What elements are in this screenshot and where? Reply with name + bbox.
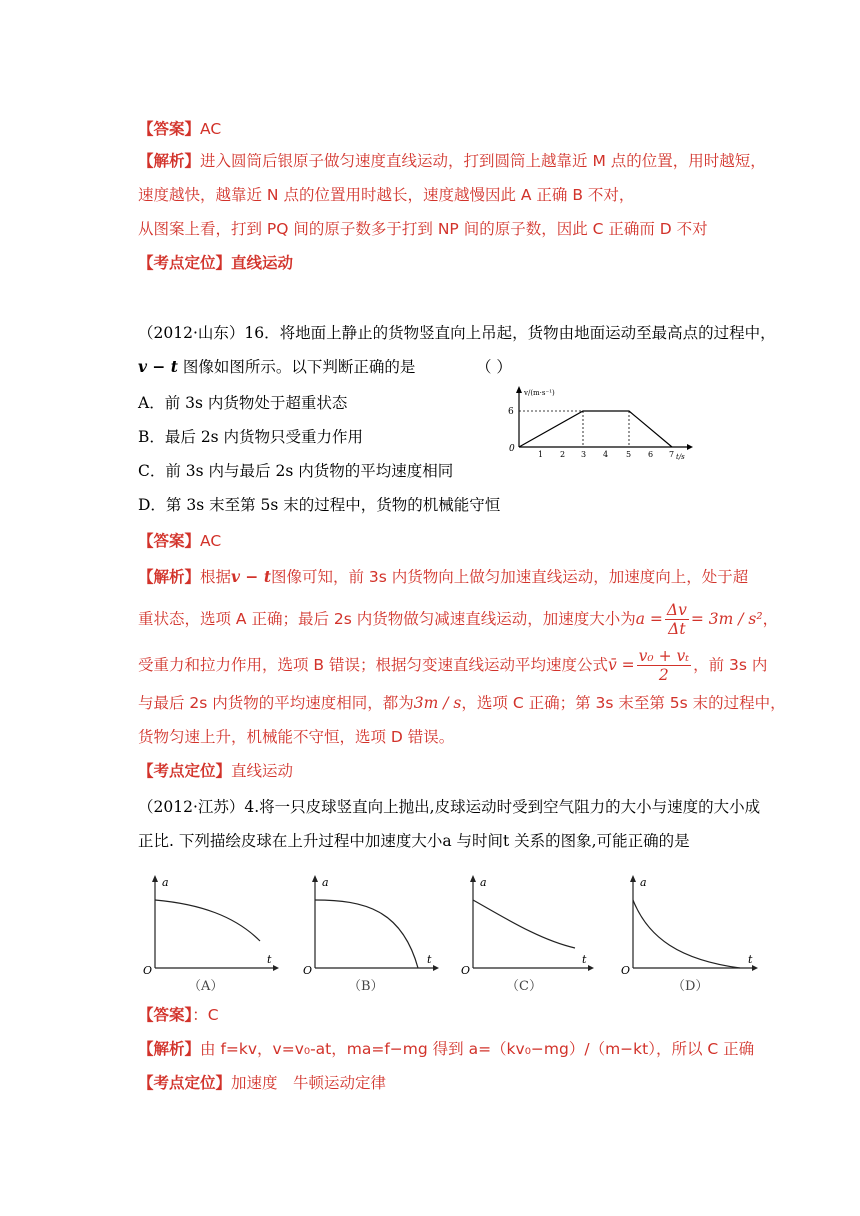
answer-tag: 【答案】: [138, 1006, 193, 1024]
origin-d: O: [621, 964, 631, 977]
q3-answer: [138, 1004, 219, 1026]
q2-option-b: B．最后 2s 内货物只受重力作用: [138, 428, 364, 446]
xlabel-a: t: [267, 953, 272, 966]
analysis-tag: 【解析】: [138, 1040, 201, 1058]
formula-value: 3m / s: [413, 694, 462, 712]
fraction-dv-dt: [665, 601, 689, 638]
caption-c: （C）: [506, 979, 542, 994]
vt-x-tick: 1: [538, 450, 544, 459]
curve-c: [473, 900, 575, 948]
vt-x-tick: 7: [669, 450, 675, 459]
at-graphs: [140, 868, 780, 998]
vt-graph: [505, 385, 695, 460]
analysis-text: 与最后 2s 内货物的平均速度相同，都为: [138, 694, 414, 712]
q3-analysis: [138, 1038, 754, 1060]
xlabel-d: t: [748, 953, 753, 966]
x-arrow: [687, 444, 693, 450]
fraction-numerator: Δv: [666, 601, 687, 619]
vt-symbol: v − t: [138, 357, 178, 376]
caption-a: （A）: [188, 979, 224, 994]
q1-analysis-line-2: 速度越快，越靠近 N 点的位置用时越长，速度越慢因此 A 正确 B 不对，: [138, 186, 635, 204]
caption-b: （B）: [348, 979, 384, 994]
vt-origin: 0: [509, 444, 515, 454]
xlabel-b: t: [427, 953, 432, 966]
vt-x-tick: 3: [581, 450, 587, 459]
q2-answer-paren: （ ）: [476, 358, 512, 376]
q2-analysis-line-4: [138, 692, 786, 714]
q2-option-c: C．前 3s 内与最后 2s 内货物的平均速度相同: [138, 462, 454, 480]
q3-stem-line-1: （2012·江苏）4.将一只皮球竖直向上抛出,皮球运动时受到空气阻力的大小与速度的大小成: [138, 798, 761, 816]
fraction-numerator: v₀ + vₜ: [638, 647, 690, 665]
q2-analysis-line-3: [138, 646, 767, 684]
y-arrow: [152, 875, 158, 882]
q2-analysis-line-1: [138, 566, 748, 588]
ylabel-d: a: [640, 876, 647, 889]
xlabel-c: t: [582, 953, 587, 966]
vt-symbol: v − t: [231, 567, 271, 586]
formula-lhs: v̄ =: [608, 656, 635, 674]
curve-d: [633, 900, 740, 968]
q1-answer: [138, 118, 221, 140]
analysis-tag: 【解析】: [138, 152, 201, 170]
q2-option-d: D．第 3s 末至第 5s 末的过程中，货物的机械能守恒: [138, 496, 501, 514]
formula-lhs: a =: [635, 610, 663, 628]
q2-stem-line-1: （2012·山东）16．将地面上静止的货物竖直向上吊起，货物由地面运动至最高点的过程中，: [138, 324, 776, 342]
vt-x-tick: 4: [603, 450, 609, 459]
q2-stem-line-2: [138, 356, 415, 378]
ylabel-b: a: [322, 876, 329, 889]
curve-a: [155, 900, 260, 941]
analysis-tag: 【解析】: [138, 568, 201, 586]
answer-value: AC: [200, 120, 222, 138]
graph-b: [303, 875, 439, 994]
origin-b: O: [303, 964, 313, 977]
q2-analysis-line-2: [138, 600, 778, 638]
origin-a: O: [143, 964, 153, 977]
answer-tag: 【答案】: [138, 532, 201, 550]
q1-analysis-line-1: [138, 150, 766, 172]
vt-curve: [519, 411, 672, 447]
stem-text: 图像如图所示。以下判断正确的是: [177, 358, 416, 376]
y-arrow: [630, 875, 636, 882]
q2-analysis-line-5: 货物匀速上升，机械能不守恒，选项 D 错误。: [138, 728, 455, 746]
analysis-text: 进入圆筒后银原子做匀速度直线运动，打到圆筒上越靠近 M 点的位置，用时越短，: [200, 152, 766, 170]
x-arrow: [752, 965, 758, 971]
answer-value: ：C: [192, 1006, 219, 1024]
q3-stem-line-2: 正比. 下列描绘皮球在上升过程中加速度大小a 与时间t 关系的图象,可能正确的是: [138, 832, 690, 850]
formula-rhs: = 3m / s²: [690, 610, 763, 628]
answer-tag: 【答案】: [138, 120, 201, 138]
vt-x-tick: 5: [626, 450, 632, 459]
q1-analysis-line-3: 从图案上看，打到 PQ 间的原子数多于打到 NP 间的原子数，因此 C 正确而 D 不对: [138, 220, 708, 238]
q1-topic: [138, 252, 293, 274]
x-arrow: [588, 965, 594, 971]
topic-tag: 【考点定位】: [138, 762, 232, 780]
topic-value: 直线运动: [231, 254, 294, 272]
analysis-text: 图像可知，前 3s 内货物向上做匀加速直线运动，加速度向上，处于超: [270, 568, 749, 586]
x-arrow: [273, 965, 279, 971]
origin-c: O: [461, 964, 471, 977]
q2-answer: [138, 530, 221, 552]
analysis-text: ，选项 C 正确；第 3s 末至第 5s 末的过程中，: [461, 694, 786, 712]
analysis-text: ，前 3s 内: [693, 656, 768, 674]
y-arrow: [516, 386, 522, 393]
vt-ylabel: v/(m·s⁻¹): [524, 389, 555, 397]
answer-value: AC: [200, 532, 222, 550]
analysis-text: 受重力和拉力作用，选项 B 错误；根据匀变速直线运动平均速度公式: [138, 656, 608, 674]
vt-x-tick: 6: [648, 450, 654, 459]
analysis-text: 重状态，选项 A 正确；最后 2s 内货物做匀减速直线运动，加速度大小为: [138, 610, 636, 628]
topic-value: 加速度 牛顿运动定律: [231, 1074, 387, 1092]
q3-topic: [138, 1072, 386, 1094]
vt-x-tick: 2: [560, 450, 566, 459]
analysis-text: 根据: [200, 568, 232, 586]
fraction-denominator: 2: [658, 666, 669, 684]
fraction-denominator: Δt: [668, 620, 686, 638]
y-arrow: [312, 875, 318, 882]
topic-value: 直线运动: [231, 762, 294, 780]
analysis-text: 由 f=kv，v=v₀-at，ma=f−mg 得到 a=（kv₀−mg）/（m−kt），所以 C 正确: [200, 1040, 755, 1058]
graph-a: [143, 875, 279, 994]
ylabel-c: a: [480, 876, 487, 889]
y-arrow: [470, 875, 476, 882]
vt-y-tick: 6: [508, 407, 514, 417]
analysis-text: ，: [762, 610, 779, 628]
ylabel-a: a: [162, 876, 169, 889]
graph-d: [621, 875, 758, 994]
fraction-avg-velocity: [637, 647, 691, 684]
q2-topic: [138, 760, 293, 782]
topic-tag: 【考点定位】: [138, 1074, 232, 1092]
topic-tag: 【考点定位】: [138, 254, 232, 272]
caption-d: （D）: [672, 979, 709, 994]
q2-option-a: A．前 3s 内货物处于超重状态: [138, 394, 348, 412]
vt-xlabel: t/s: [676, 453, 685, 460]
graph-c: [461, 875, 594, 994]
curve-b: [315, 900, 418, 968]
x-arrow: [433, 965, 439, 971]
